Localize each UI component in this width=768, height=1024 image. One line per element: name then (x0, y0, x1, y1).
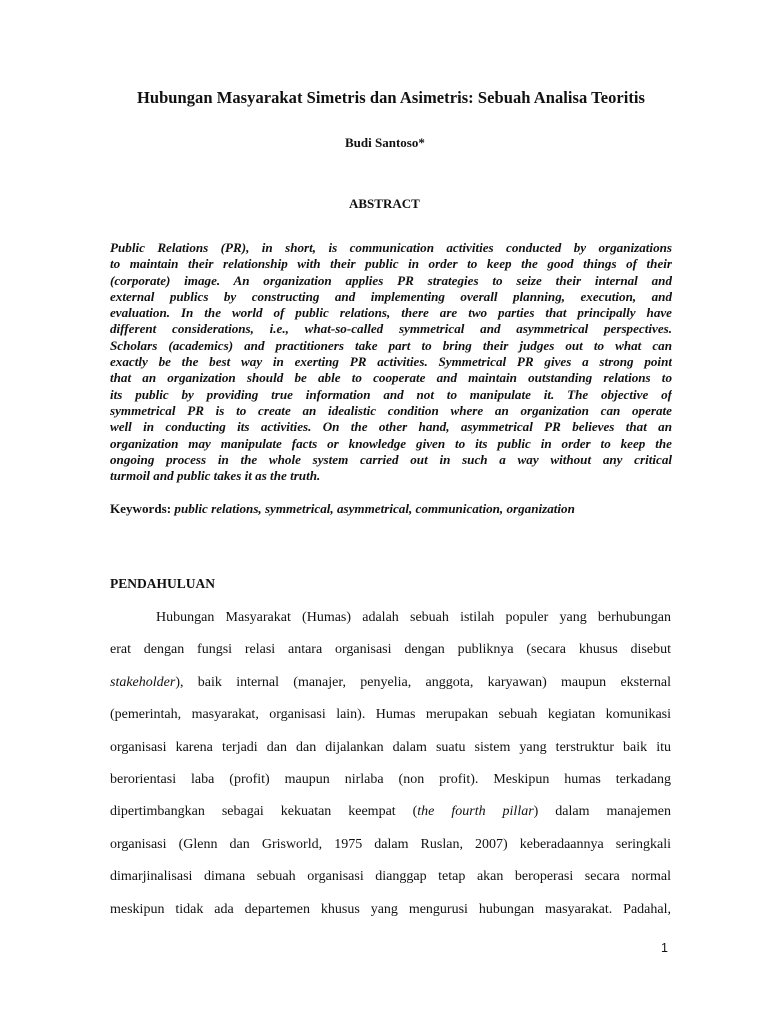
body-line (110, 634, 671, 666)
body-line (110, 602, 671, 634)
abstract-line: (corporate) image. An organization applies PR strategies to seize their internal and (110, 272, 672, 288)
abstract-line: that an organization should be able to cooperate and maintain outstanding relations to (110, 370, 672, 386)
body-text-segment: organisasi karena terjadi dan dan dijalankan dalam suatu sistem yang terstruktur baik itu (110, 739, 671, 755)
abstract-line: Scholars (academics) and practitioners take part to bring their judges out to what can (110, 337, 672, 353)
body-text-segment: erat dengan fungsi relasi antara organisasi dengan publiknya (secara khusus disebut (110, 642, 671, 658)
section-heading: PENDAHULUAN (110, 576, 216, 591)
abstract-line: organization may manipulate facts or knowledge given to its public in order to keep the (110, 435, 672, 451)
abstract-line: Public Relations (PR), in short, is communication activities conducted by organizations (110, 240, 672, 255)
author-name: Budi Santoso* (345, 135, 425, 150)
body-text-segment: (pemerintah, masyarakat, organisasi lain). Humas merupakan sebuah kegiatan komunikasi (110, 707, 671, 723)
page-number: 1 (661, 941, 668, 955)
body-text-segment: meskipun tidak ada departemen khusus yang mengurusi hubungan masyarakat. Padahal, (110, 901, 671, 917)
body-paragraph (110, 602, 671, 926)
body-line (110, 667, 671, 699)
body-text-segment: ), baik internal (manajer, penyelia, anggota, karyawan) maupun eksternal (175, 674, 671, 690)
keywords-value: public relations, symmetrical, asymmetrical, communication, organization (174, 501, 575, 516)
abstract-line: exactly be the best way in exerting PR activities. Symmetrical PR gives a strong point (110, 354, 672, 370)
abstract-line: its public by providing true information and not to manipulate it. The objective of (110, 386, 672, 402)
abstract-line: ongoing process in the whole system carried out in such a way without any critical (110, 451, 672, 467)
keywords (110, 501, 575, 517)
body-text-segment: berorientasi laba (profit) maupun nirlaba (non profit). Meskipun humas terkadang (110, 772, 671, 788)
abstract-body (110, 240, 672, 484)
body-text-segment: organisasi (Glenn dan Grisworld, 1975 dalam Ruslan, 2007) keberadaannya seringkali (110, 836, 671, 852)
body-line (110, 699, 671, 731)
body-text-segment: Hubungan Masyarakat (Humas) adalah sebuah istilah populer yang berhubungan (156, 610, 671, 625)
body-line (110, 764, 671, 796)
abstract-heading: ABSTRACT (349, 196, 420, 211)
body-text-segment: dimarjinalisasi dimana sebuah organisasi dianggap tetap akan beroperasi secara normal (110, 869, 671, 885)
italic-term: stakeholder (110, 674, 176, 690)
abstract-line: turmoil and public takes it as the truth. (110, 468, 321, 484)
body-line (110, 829, 671, 861)
abstract-line: to maintain their relationship with their public in order to keep the good things of their (110, 256, 672, 272)
abstract-line: different considerations, i.e., what-so-called symmetrical and asymmetrical perspectives. (110, 321, 672, 337)
paper-title: Hubungan Masyarakat Simetris dan Asimetris: Sebuah Analisa Teoritis (136, 88, 646, 107)
abstract-line: well in conducting its activities. On the other hand, asymmetrical PR believes that an (110, 419, 672, 435)
body-line (110, 796, 671, 828)
keywords-label: Keywords: (110, 501, 172, 516)
body-line (110, 861, 671, 893)
abstract-line: evaluation. In the world of public relations, there are two parties that principally have (110, 305, 672, 321)
body-text-segment: dipertimbangkan sebagai kekuatan keempat ( (110, 804, 418, 820)
body-line (110, 894, 671, 926)
abstract-line: symmetrical PR is to create an idealistic condition where an organization can operate (110, 402, 672, 418)
italic-term: the fourth pillar (417, 804, 534, 820)
body-line (110, 732, 671, 764)
abstract-line: external publics by constructing and implementing overall planning, execution, and (110, 288, 672, 304)
body-text-segment: ) dalam manajemen (533, 804, 671, 820)
